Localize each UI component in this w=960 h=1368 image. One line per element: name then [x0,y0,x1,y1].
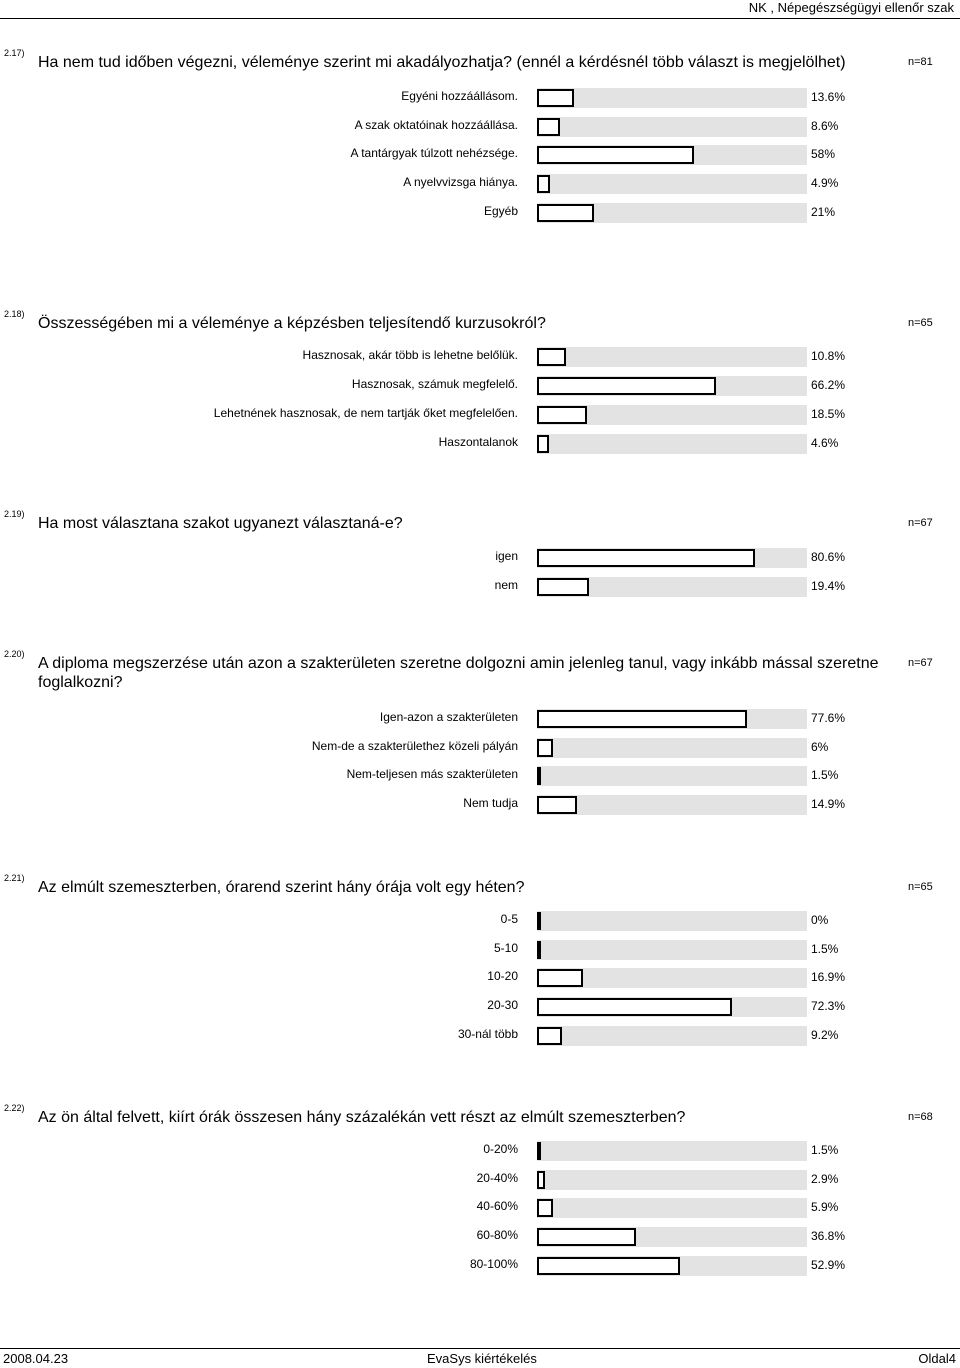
answer-label: 40-60% [476,1199,518,1213]
answer-label: 60-80% [476,1228,518,1242]
question-text: Összességében mi a véleménye a képzésben teljesítendő kurzusokról? [38,315,546,332]
answer-label: A tantárgyak túlzott nehézsége. [350,146,518,160]
bar-fill [537,146,694,164]
bar-track [537,1141,807,1161]
percentage-value: 1.5% [811,942,839,956]
bar-track [537,911,807,931]
answer-row [0,117,960,137]
percentage-value: 13.6% [811,90,846,104]
answer-label: nem [494,578,518,592]
answer-label: Nem-de a szakterülethez közeli pályán [311,739,518,753]
answer-row [0,738,960,758]
answer-row [0,1141,960,1161]
question-text: Az elmúlt szemeszterben, órarend szerint hány órája volt egy héten? [38,879,525,896]
bar-fill [537,998,732,1016]
question-number: 2.18) [4,309,25,319]
answer-row [0,709,960,729]
answer-label: 10-20 [487,969,518,983]
footer-page-number: Oldal4 [918,1351,956,1366]
footer-divider [0,1348,960,1349]
bar-fill [537,89,574,107]
answer-row [0,968,960,988]
bar-fill [537,1199,553,1217]
answer-row [0,795,960,815]
answer-label: igen [495,549,518,563]
bar-fill [537,1142,541,1160]
answer-row [0,376,960,396]
percentage-value: 14.9% [811,797,846,811]
answer-label: Egyéni hozzáállásom. [401,89,518,103]
bar-fill [537,969,583,987]
bar-fill [537,406,587,424]
bar-fill [537,796,577,814]
bar-track [537,795,807,815]
respondent-count: n=68 [908,1111,933,1123]
answer-row [0,1170,960,1190]
bar-fill [537,204,594,222]
answer-row [0,766,960,786]
bar-track [537,174,807,194]
bar-fill [537,377,716,395]
bar-fill [537,348,566,366]
percentage-value: 4.6% [811,436,839,450]
bar-track [537,117,807,137]
percentage-value: 2.9% [811,1172,839,1186]
answer-label: Egyéb [483,204,518,218]
page-header-title: NK , Népegészségügyi ellenőr szak [748,0,954,15]
footer-date: 2008.04.23 [3,1351,69,1366]
answer-row [0,911,960,931]
percentage-value: 4.9% [811,176,839,190]
percentage-value: 36.8% [811,1229,846,1243]
answer-row [0,145,960,165]
percentage-value: 80.6% [811,550,846,564]
answer-row [0,1227,960,1247]
answer-label: A szak oktatóinak hozzáállása. [354,118,518,132]
answer-row [0,174,960,194]
answer-label: Nem-teljesen más szakterületen [346,767,518,781]
percentage-value: 1.5% [811,768,839,782]
question-number: 2.19) [4,509,25,519]
bar-track [537,1198,807,1218]
answer-label: 0-5 [500,912,518,926]
footer-center-label: EvaSys kiértékelés [427,1351,537,1366]
respondent-count: n=67 [908,517,933,529]
answer-label: 0-20% [483,1142,518,1156]
bar-track [537,434,807,454]
respondent-count: n=67 [908,657,933,669]
percentage-value: 66.2% [811,378,846,392]
percentage-value: 52.9% [811,1258,846,1272]
respondent-count: n=65 [908,317,933,329]
answer-row [0,88,960,108]
bar-fill [537,1257,680,1275]
percentage-value: 21% [811,205,836,219]
answer-label: Hasznosak, akár több is lehetne belőlük. [302,348,518,362]
answer-row [0,548,960,568]
percentage-value: 72.3% [811,999,846,1013]
bar-track [537,88,807,108]
bar-track [537,1170,807,1190]
bar-track [537,1026,807,1046]
answer-row [0,940,960,960]
percentage-value: 8.6% [811,119,839,133]
answer-row [0,434,960,454]
answer-row [0,203,960,223]
question-text: Ha nem tud időben végezni, véleménye szerint mi akadályozhatja? (ennél a kérdésnél több választ is megjelölhet) [38,54,846,71]
answer-row [0,405,960,425]
answer-label: Igen-azon a szakterületen [379,710,518,724]
bar-track [537,766,807,786]
answer-label: Hasznosak, számuk megfelelő. [351,377,518,391]
bar-fill [537,941,541,959]
answer-label: 20-30 [487,998,518,1012]
percentage-value: 5.9% [811,1200,839,1214]
percentage-value: 9.2% [811,1028,839,1042]
answer-label: 80-100% [469,1257,518,1271]
question-number: 2.17) [4,48,25,58]
bar-track [537,347,807,367]
bar-fill [537,912,541,930]
answer-label: 30-nál több [457,1027,518,1041]
answer-row [0,997,960,1017]
answer-row [0,1256,960,1276]
percentage-value: 58% [811,147,836,161]
bar-fill [537,175,550,193]
question-number: 2.20) [4,649,25,659]
bar-fill [537,1171,545,1189]
percentage-value: 18.5% [811,407,846,421]
bar-fill [537,549,755,567]
answer-label: 20-40% [476,1171,518,1185]
answer-label: Lehetnének hasznosak, de nem tartják őket megfelelően. [213,406,518,420]
bar-track [537,738,807,758]
question-text: Ha most választana szakot ugyanezt választaná-e? [38,515,403,532]
bar-fill [537,435,549,453]
percentage-value: 77.6% [811,711,846,725]
bar-fill [537,1228,636,1246]
bar-fill [537,118,560,136]
percentage-value: 6% [811,740,829,754]
percentage-value: 16.9% [811,970,846,984]
bar-track [537,940,807,960]
question-text: A diploma megszerzése után azon a szakterületen szeretne dolgozni amin jelenleg tanul, vagy inkább mással szeretne foglalkozni? [38,655,879,691]
answer-label: Haszontalanok [438,435,518,449]
question-number: 2.22) [4,1103,25,1113]
question-text: Az ön által felvett, kiírt órák összesen hány százalékán vett részt az elmúlt szemeszterben? [38,1109,686,1126]
percentage-value: 0% [811,913,829,927]
percentage-value: 10.8% [811,349,846,363]
percentage-value: 19.4% [811,579,846,593]
bar-fill [537,710,747,728]
answer-row [0,1198,960,1218]
answer-label: A nyelvvizsga hiánya. [403,175,518,189]
answer-label: 5-10 [493,941,518,955]
answer-row [0,1026,960,1046]
bar-fill [537,739,553,757]
answer-label: Nem tudja [463,796,518,810]
bar-fill [537,578,589,596]
bar-fill [537,1027,562,1045]
respondent-count: n=81 [908,56,933,68]
question-number: 2.21) [4,873,25,883]
answer-row [0,347,960,367]
answer-row [0,577,960,597]
respondent-count: n=65 [908,881,933,893]
header-divider [0,18,960,19]
percentage-value: 1.5% [811,1143,839,1157]
bar-fill [537,767,541,785]
